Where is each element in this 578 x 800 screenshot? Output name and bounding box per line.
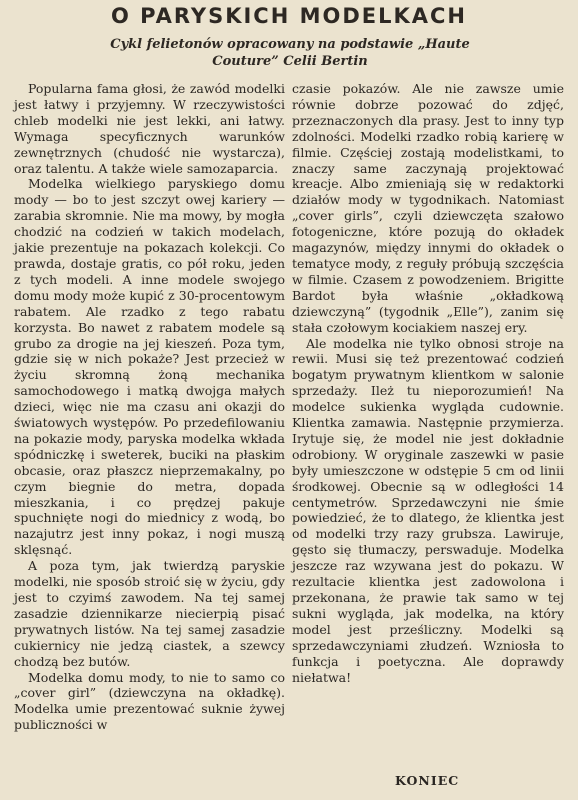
article-title: O PARYSKICH MODELKACH — [110, 4, 468, 28]
paragraph: Popularna fama głosi, że zawód modelki jest łatwy i przyjemny. W rzeczywistości chleb modelki nie jest lekki, ani łatwy. Wymaga specyficznych warunków zewnętrznych (chudość nie wystarcza), oraz talentu. A także wiele samozaparcia. — [14, 81, 285, 176]
paragraph: Ale modelka nie tylko obnosi stroje na rewii. Musi się też prezentować codzień bogatym prywatnym klientkom w salonie sprzedaży. Ileż tu nieporozumień! Na modelce sukienka wygląda cudownie. Klientka zamawia. Następnie przymierza. Irytuje się, że model nie jest dokładnie odrobiony. W oryginale zaszewki w pasie były umieszczone w odstępie 5 cm od linii środkowej. Obecnie są w odległości 14 centymetrów. Sprzedawczyni nie śmie powiedzieć, że to dlatego, że klientka jest od modelki trzy razy grubsza. Lawiruje, gęsto się tłumaczy, perswaduje. Modelka jeszcze raz wzywana jest do pokazu. W rezultacie klientka jest zadowolona i przekonana, że prawie tak samo w tej sukni wygląda, jak modelka, na który model jest prześliczny. Modelki są sprzedawczyniami złudzeń. Wzniosła to funkcja i poetyczna. Ale doprawdy niełatwa! — [292, 335, 564, 685]
paragraph: Modelka wielkiego paryskiego domu mody — bo to jest szczyt owej kariery — zarabia skromnie. Nie ma mowy, by mogła chodzić na codzień w takich modelach, jakie prezentuje na pokazach kolekcji. Co prawda, dostaje gratis, co pół roku, jeden z tych modeli. A inne modele swojego domu mody może kupić z 30-procentowym rabatem. Ale rzadko z tego rabatu korzysta. Bo nawet z rabatem modele są grubo za drogie na jej kieszeń. Poza tym, gdzie się w nich pokaże? Jest przecież w życiu skromną żoną mechanika samochodowego i matką dwojga małych dzieci, więc nie ma czasu ani okazji do światowych występów. Po przedefilowaniu na pokazie mody, paryska modelka wkłada spódniczkę i sweterek, buciki na płaskim obcasie, oraz płaszcz nieprzemakalny, po czym biegnie do metra, dopada mieszkania, i co prędzej pakuje spuchnięte nogi do miednicy z wodą, bo nazajutrz jest inny pokaz, i nogi muszą sklęsnąć. — [14, 176, 285, 558]
paragraph: czasie pokazów. Ale nie zawsze umie równie dobrze pozować do zdjęć, przeznaczonych dla prasy. Jest to inny typ zdolności. Modelki rzadko robią karierę w filmie. Częściej zostają modelistkami, to znaczy same zaczynają projektować kreacje. Albo zmieniają się w redaktorki działów mody w tygodnikach. Natomiast „cover girls”, czyli dziewczęta szałowo fotogeniczne, które pozują do okładek magazynów, między innymi do okładek o tematyce mody, z reguły próbują szczęścia w filmie. Czasem z powodzeniem. Brigitte Bardot była właśnie „okładkową dziewczyną” (tygodnik „Elle”), zanim się stała czołowym kociakiem naszej ery. — [292, 81, 564, 335]
right-column — [292, 81, 564, 685]
article-subtitle: Cykl felietonów opracowany na podstawie „Haute Couture” Celii Bertin — [110, 37, 470, 69]
paragraph: Modelka domu mody, to nie to samo co „cover girl” (dziewczyna na okładkę). Modelka umie prezentować suknie żywej publiczności w — [14, 669, 285, 733]
left-column — [14, 81, 285, 733]
paragraph: A poza tym, jak twierdzą paryskie modelki, nie sposób stroić się w życiu, gdy jest to czyimś zawodem. Na tej samej zasadzie dziennikarze niecierpią pisać prywatnych listów. Na tej samej zasadzie cukiernicy nie jedzą ciastek, a szewcy chodzą bez butów. — [14, 558, 285, 669]
end-mark: KONIEC — [395, 773, 460, 788]
